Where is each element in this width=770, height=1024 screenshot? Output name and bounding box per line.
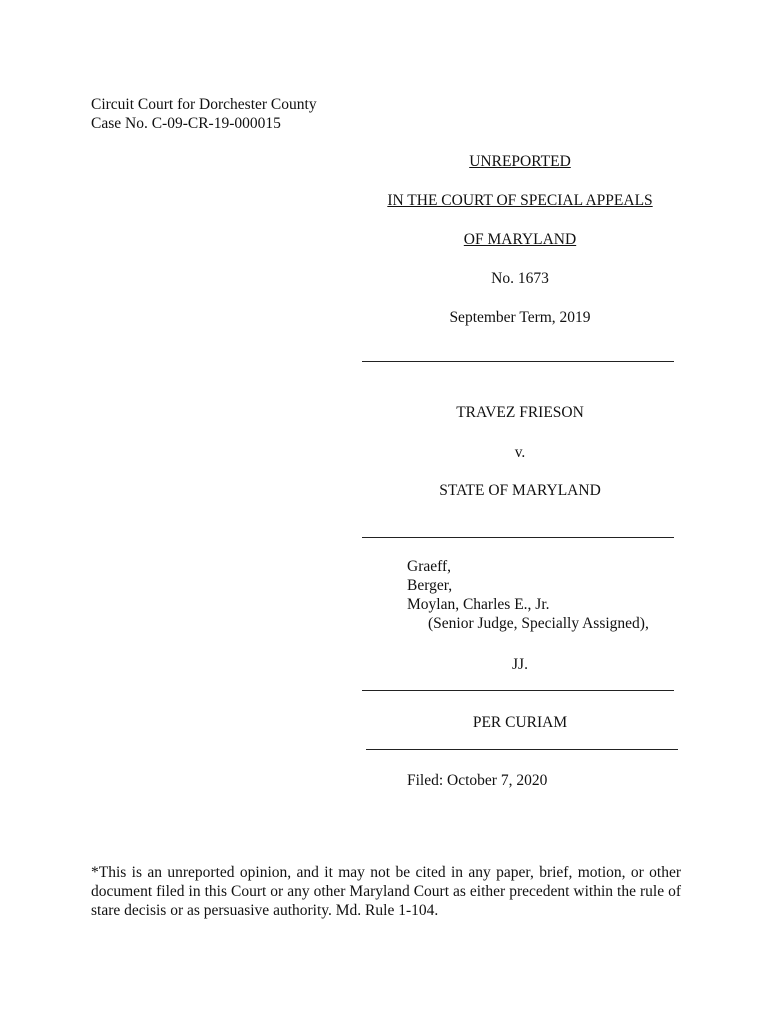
- separator-rule-1: [362, 361, 674, 362]
- judge-name: Moylan, Charles E., Jr.: [407, 596, 550, 613]
- judges-panel: [407, 557, 649, 633]
- case-number-line: Case No. C-09-CR-19-000015: [91, 115, 281, 132]
- per-curiam-label: PER CURIAM: [472, 714, 568, 731]
- appeal-number: No. 1673: [491, 270, 549, 287]
- judge-name: Graeff,: [407, 558, 452, 575]
- unreported-opinion-footnote: *This is an unreported opinion, and it may not be cited in any paper, brief, motion, or other document filed in this Court or any other Maryland Court as either precedent within the rule of stare decisis or as persuasive authority. Md. Rule 1-104.: [91, 864, 681, 919]
- separator-rule-3: [362, 690, 674, 691]
- separator-rule-4: [366, 749, 678, 750]
- court-name-line-2: OF MARYLAND: [463, 231, 577, 248]
- judge-assignment-note: (Senior Judge, Specially Assigned),: [428, 615, 649, 632]
- court-name-line-1: IN THE COURT OF SPECIAL APPEALS: [387, 192, 653, 209]
- appellee-name: STATE OF MARYLAND: [439, 482, 601, 499]
- appellant-name: TRAVEZ FRIESON: [456, 404, 584, 421]
- filed-date: Filed: October 7, 2020: [407, 772, 548, 789]
- circuit-court-line: Circuit Court for Dorchester County: [91, 96, 317, 113]
- lower-court-info: [91, 95, 317, 133]
- judge-name: Berger,: [407, 577, 453, 594]
- unreported-heading: UNREPORTED: [469, 153, 571, 170]
- court-term: September Term, 2019: [449, 309, 591, 326]
- jj-label: JJ.: [512, 656, 528, 673]
- separator-rule-2: [362, 537, 674, 538]
- versus-label: v.: [514, 444, 526, 461]
